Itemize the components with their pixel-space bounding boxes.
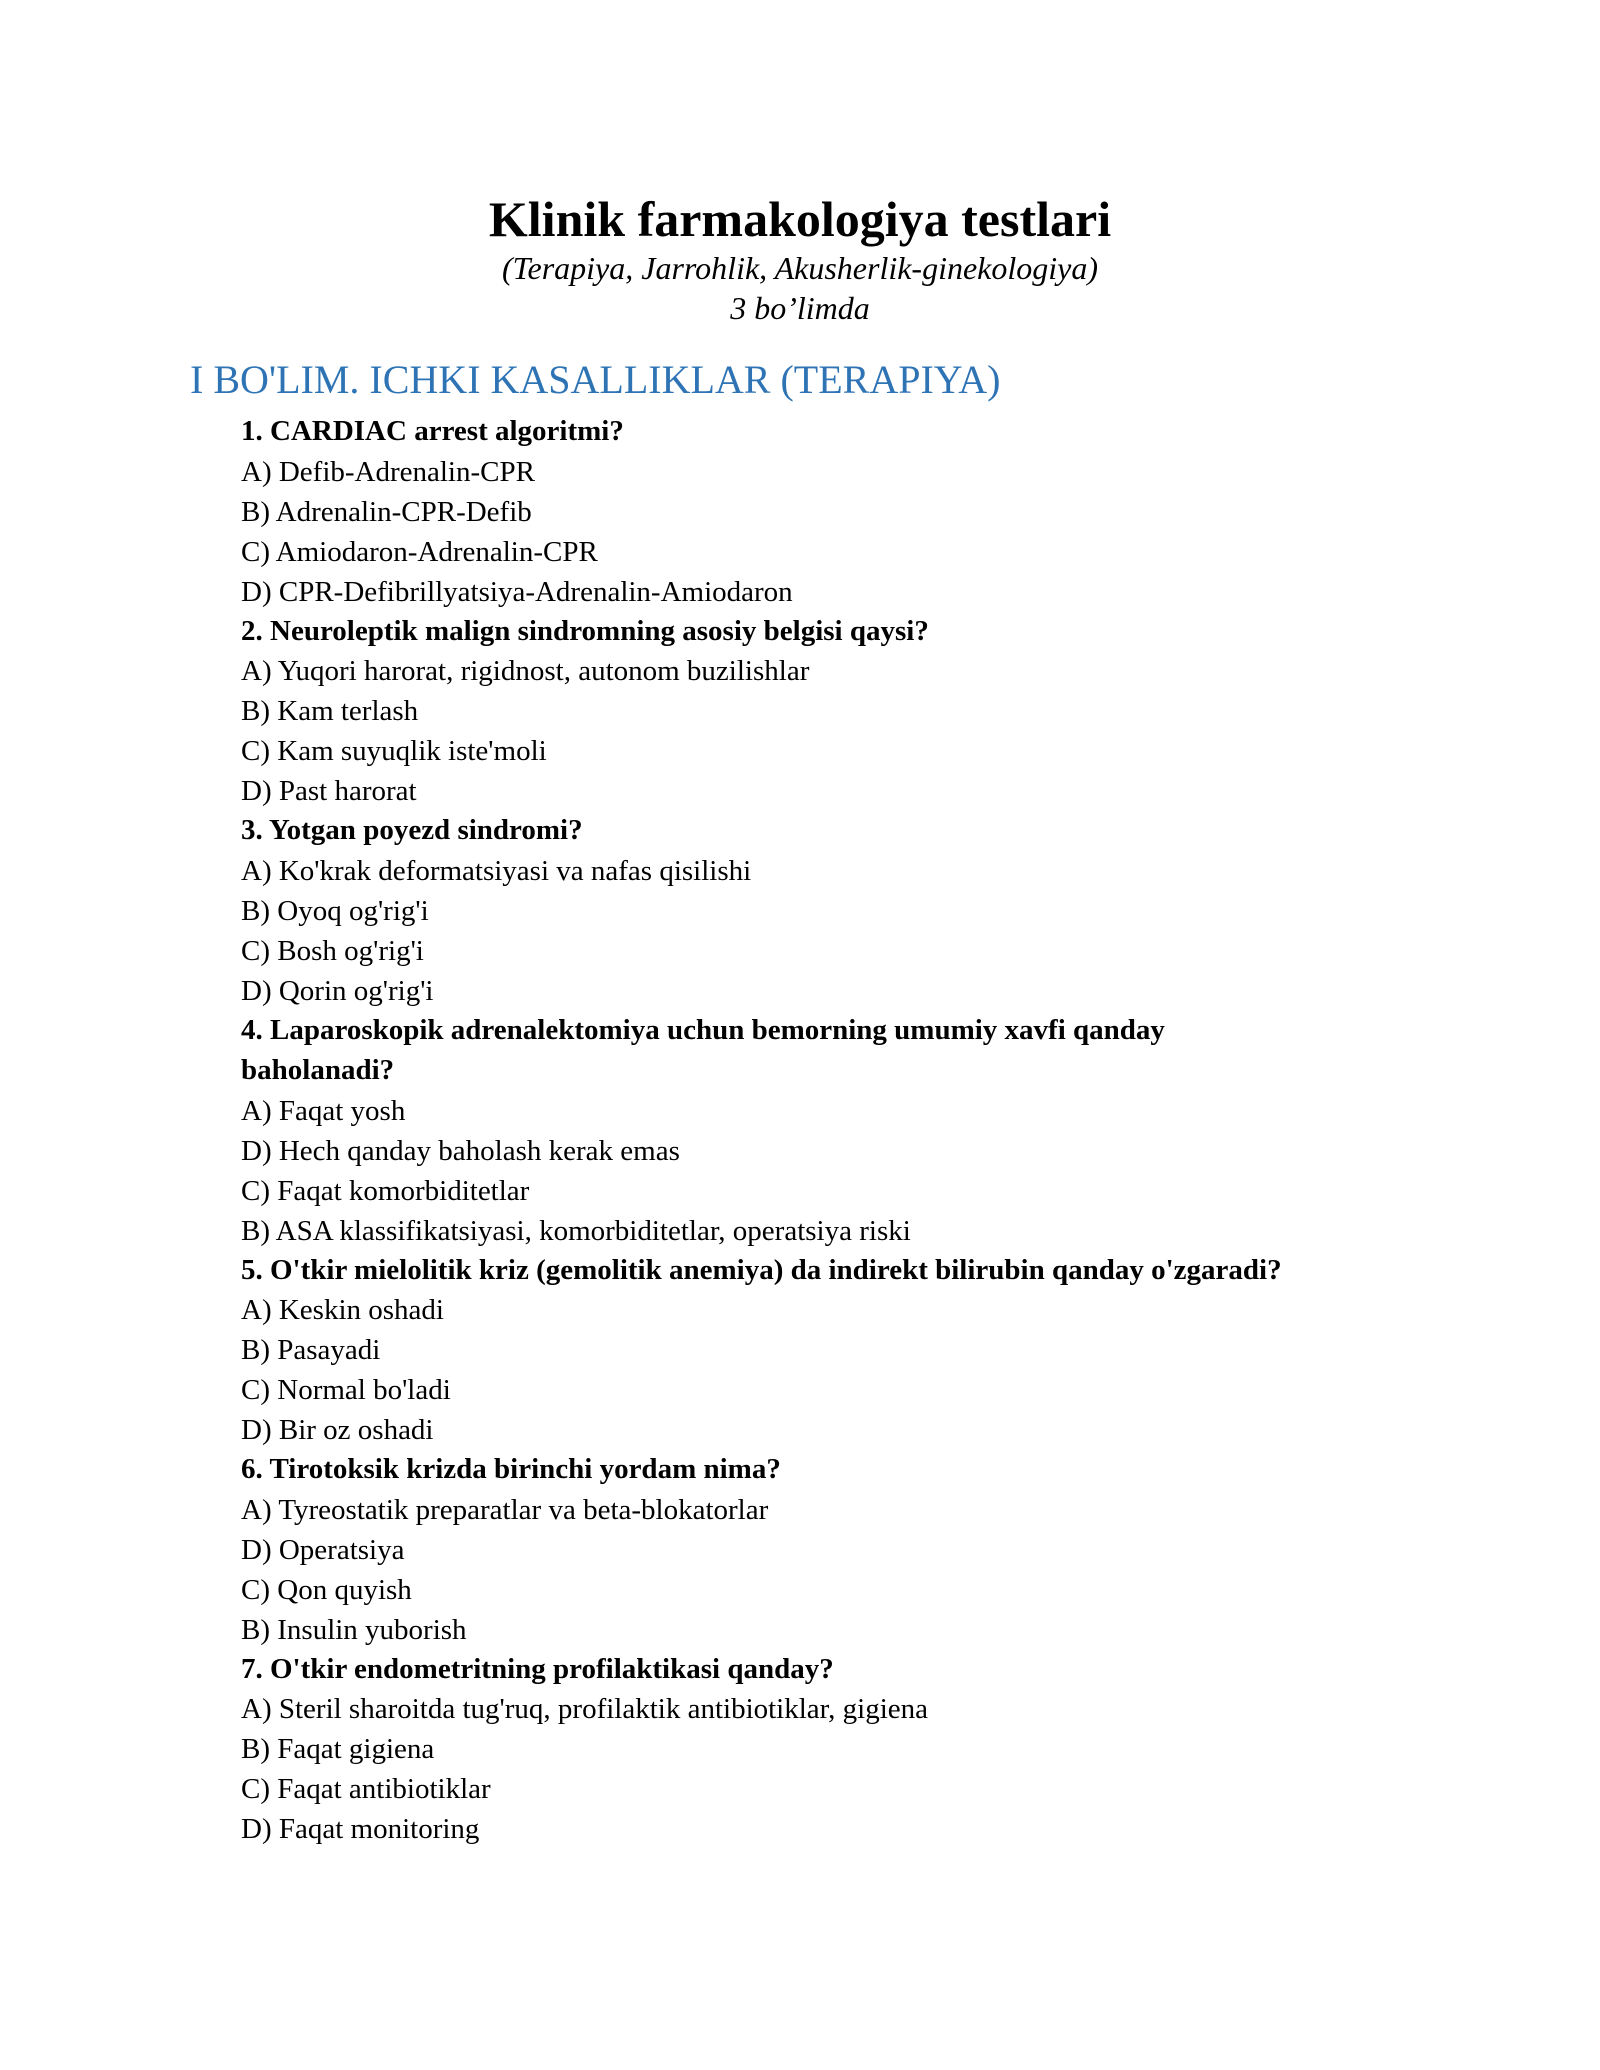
answer-option: B) Adrenalin-CPR-Defib: [241, 495, 532, 528]
answer-option: C) Normal bo'ladi: [241, 1374, 451, 1406]
answer-option: D) Faqat monitoring: [241, 1813, 480, 1845]
document-subtitle: (Terapiya, Jarrohlik, Akusherlik-ginekologiya): [501, 250, 1099, 286]
question-text: 5. O'tkir mielolitik kriz (gemolitik anemiya) da indirekt bilirubin qanday o'zgaradi?: [241, 1253, 1282, 1286]
answer-option: B) Faqat gigiena: [241, 1733, 435, 1765]
answer-option: C) Amiodaron-Adrenalin-CPR: [241, 535, 598, 568]
answer-option: D) CPR-Defibrillyatsiya-Adrenalin-Amiodaron: [241, 575, 793, 608]
question-7: [241, 1650, 1421, 1850]
answer-option: B) Insulin yuborish: [241, 1613, 467, 1646]
answer-option: B) Oyoq og'rig'i: [241, 894, 429, 927]
answer-option: A) Steril sharoitda tug'ruq, profilaktik antibiotiklar, gigiena: [241, 1693, 929, 1725]
question-text-continued: baholanadi?: [241, 1053, 395, 1086]
question-5: [241, 1251, 1421, 1451]
question-6: [241, 1450, 1421, 1650]
answer-option: B) Pasayadi: [241, 1334, 381, 1366]
answer-option: D) Past harorat: [241, 775, 417, 807]
answer-option: A) Ko'krak deformatsiyasi va nafas qisilishi: [241, 854, 752, 887]
question-text: 3. Yotgan poyezd sindromi?: [241, 814, 583, 846]
answer-option: A) Tyreostatik preparatlar va beta-blokatorlar: [241, 1493, 769, 1526]
question-4: [241, 1011, 1421, 1251]
answer-option: D) Bir oz oshadi: [241, 1414, 434, 1446]
answer-option: D) Qorin og'rig'i: [241, 974, 434, 1007]
question-3: [241, 811, 1421, 1011]
answer-option: A) Faqat yosh: [241, 1094, 406, 1127]
answer-option: D) Hech qanday baholash kerak emas: [241, 1134, 680, 1167]
question-text: 4. Laparoskopik adrenalektomiya uchun bemorning umumiy xavfi qanday: [241, 1013, 1165, 1046]
document-title: Klinik farmakologiya testlari: [488, 191, 1112, 247]
answer-option: B) ASA klassifikatsiyasi, komorbiditetlar, operatsiya riski: [241, 1214, 911, 1247]
question-1: [241, 412, 1421, 612]
answer-option: C) Bosh og'rig'i: [241, 934, 424, 967]
document-subtitle-parts: 3 bo’limda: [730, 290, 870, 326]
question-text: 7. O'tkir endometritning profilaktikasi qanday?: [241, 1652, 834, 1685]
question-text: 6. Tirotoksik krizda birinchi yordam nima?: [241, 1453, 781, 1485]
answer-option: D) Operatsiya: [241, 1533, 405, 1566]
section-heading: I BO'LIM. ICHKI KASALLIKLAR (TERAPIYA): [190, 357, 1001, 402]
answer-option: C) Kam suyuqlik iste'moli: [241, 735, 547, 767]
question-text: 2. Neuroleptik malign sindromning asosiy belgisi qaysi?: [241, 614, 929, 647]
answer-option: C) Qon quyish: [241, 1573, 412, 1606]
answer-option: A) Keskin oshadi: [241, 1294, 444, 1326]
answer-option: C) Faqat antibiotiklar: [241, 1773, 491, 1805]
question-text: 1. CARDIAC arrest algoritmi?: [241, 415, 624, 447]
answer-option: B) Kam terlash: [241, 695, 419, 727]
question-2: [241, 612, 1421, 812]
question-list: [241, 412, 1421, 1849]
answer-option: A) Defib-Adrenalin-CPR: [241, 455, 535, 488]
answer-option: A) Yuqori harorat, rigidnost, autonom buzilishlar: [241, 655, 810, 687]
answer-option: C) Faqat komorbiditetlar: [241, 1174, 530, 1207]
